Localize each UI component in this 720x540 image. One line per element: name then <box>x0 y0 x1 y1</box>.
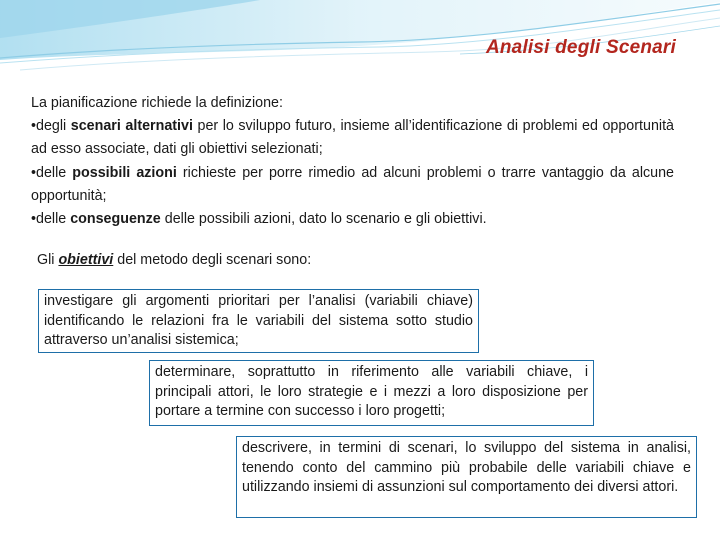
bullet-prefix: •delle <box>31 211 71 228</box>
bullet-rest: per lo sviluppo futuro, insieme all’identificazione di problemi ed opportunità ad esso associate, dati gli obiettivi selezionati; <box>31 118 674 158</box>
objectives-rest: del metodo degli scenari sono: <box>113 252 312 268</box>
objective-box-descrivere: descrivere, in termini di scenari, lo sviluppo del sistema in analisi, tenendo conto del cammino più probabile delle variabili chiave e utilizzando insiemi di assunzioni sul comportamento dei diversi attori. <box>236 436 697 518</box>
intro-text-block <box>31 92 674 231</box>
bullet-bold-term: conseguenze <box>70 211 161 228</box>
bullet-prefix: •delle <box>31 164 73 181</box>
bullet-rest: richieste per porre rimedio ad alcuni problemi o trarre vantaggio da alcune opportunità; <box>31 164 674 204</box>
bullet-bold-term: possibili azioni <box>72 164 177 181</box>
bullet-conseguenze <box>31 208 674 231</box>
bullet-azioni <box>31 162 674 208</box>
objective-box-determinare: determinare, soprattutto in riferimento alle variabili chiave, i principali attori, le loro strategie e i mezzi a loro disposizione per portare a termine con successo i loro progetti; <box>149 360 594 426</box>
bullet-bold-term: scenari alternativi <box>70 118 193 135</box>
intro-line: La pianificazione richiede la definizione: <box>31 95 283 111</box>
objectives-heading <box>37 250 311 270</box>
objectives-prefix: Gli <box>37 252 59 268</box>
bullet-prefix: •degli <box>31 118 71 135</box>
bullet-scenari <box>31 115 674 161</box>
page-title: Analisi degli Scenari <box>485 37 676 58</box>
bullet-rest: delle possibili azioni, dato lo scenario e gli obiettivi. <box>160 211 487 228</box>
objectives-underlined-term: obiettivi <box>58 252 114 268</box>
objective-box-investigare: investigare gli argomenti prioritari per l’analisi (variabili chiave) identificando le relazioni fra le variabili del sistema sotto studio attraverso un’analisi sistemica; <box>38 289 479 353</box>
